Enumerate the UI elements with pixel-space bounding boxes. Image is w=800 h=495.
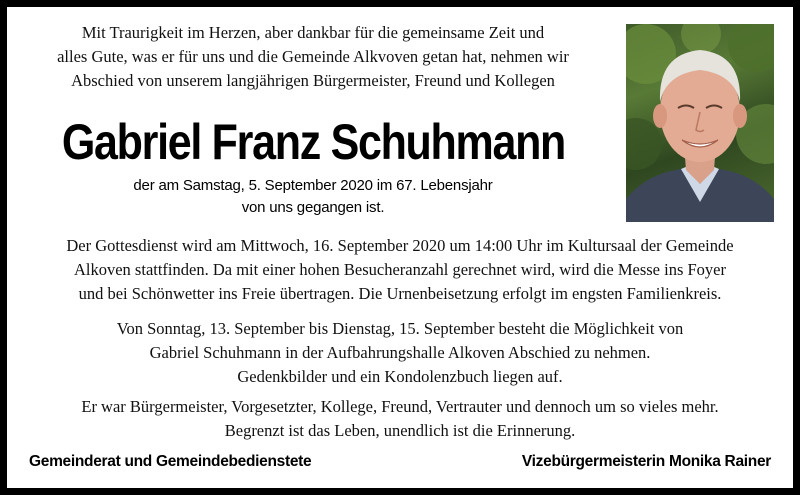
death-date-line: von uns gegangen ist. — [241, 199, 385, 216]
signature-right: Vizebürgermeisterin Monika Rainer — [521, 453, 771, 470]
farewell-line: Von Sonntag, 13. September bis Dienstag, 15. September besteht die Möglichkeit von — [116, 319, 684, 338]
intro-line: alles Gute, was er für uns und die Gemeinde Alkvoven getan hat, nehmen wir — [57, 47, 569, 66]
death-date-line: der am Samstag, 5. September 2020 im 67. Lebensjahr — [133, 177, 493, 194]
obituary-notice — [7, 7, 793, 488]
portrait-photo — [626, 24, 774, 222]
farewell-paragraph — [21, 317, 779, 389]
service-line: Alkoven stattfinden. Da mit einer hohen Besucheranzahl gerechnet wird, wird die Messe ins Foyer — [73, 260, 727, 279]
deceased-name: Gabriel Franz Schuhmann — [61, 114, 566, 170]
closing-line: Er war Bürgermeister, Vorgesetzter, Kollege, Freund, Vertrauter und dennoch um so vieles mehr. — [81, 397, 719, 416]
intro-line: Abschied von unserem langjährigen Bürgermeister, Freund und Kollegen — [71, 71, 555, 90]
service-line: und bei Schönwetter ins Freie übertragen. Die Urnenbeisetzung erfolgt im engsten Familienkreis. — [78, 284, 722, 303]
farewell-line: Gedenkbilder und ein Kondolenzbuch liegen auf. — [237, 367, 563, 386]
closing-paragraph — [21, 395, 779, 443]
death-date-text — [21, 175, 605, 219]
closing-line: Begrenzt ist das Leben, unendlich ist die Erinnerung. — [224, 421, 576, 440]
farewell-line: Gabriel Schuhmann in der Aufbahrungshalle Alkoven Abschied zu nehmen. — [149, 343, 651, 362]
service-paragraph — [21, 234, 779, 306]
intro-line: Mit Traurigkeit im Herzen, aber dankbar für die gemeinsame Zeit und — [81, 23, 545, 42]
intro-text — [21, 21, 605, 93]
signature-left: Gemeinderat und Gemeindebedienstete — [29, 453, 312, 470]
service-line: Der Gottesdienst wird am Mittwoch, 16. September 2020 um 14:00 Uhr im Kultursaal der Gemeinde — [66, 236, 734, 255]
portrait-illustration — [626, 24, 774, 222]
